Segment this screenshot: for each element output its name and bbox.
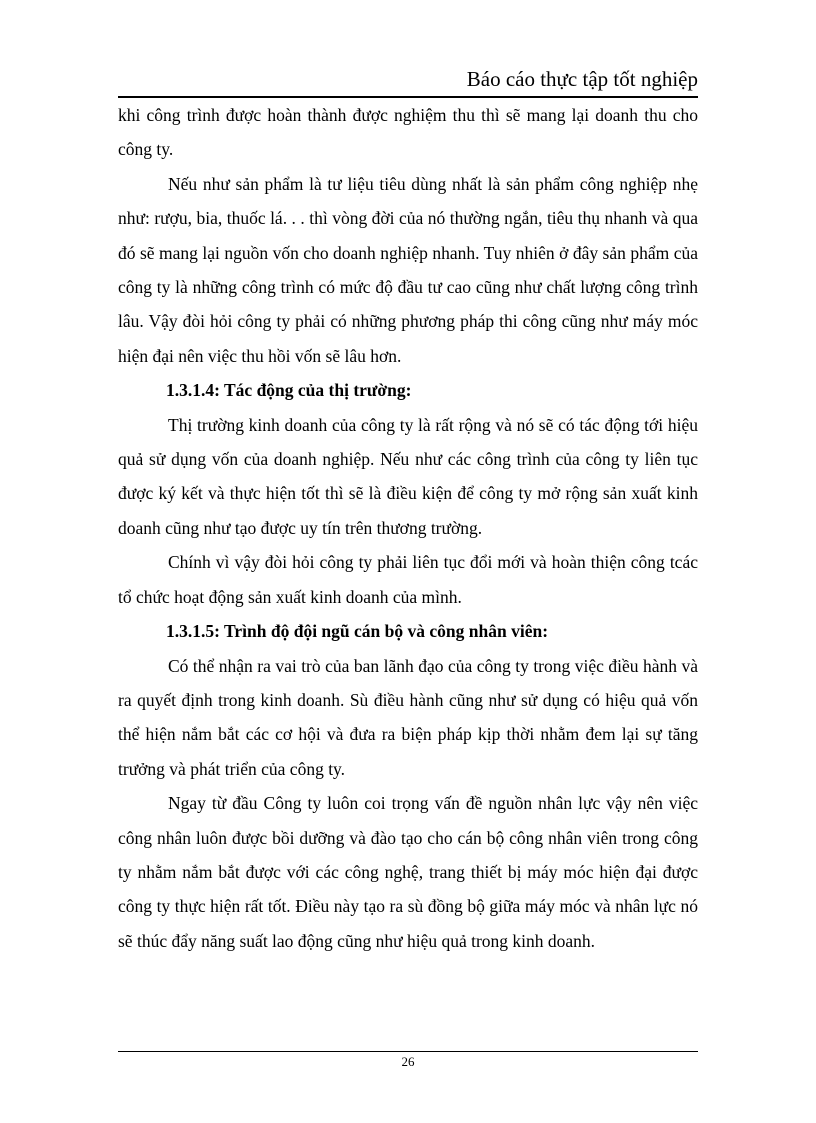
- paragraph-human-resources: Ngay từ đầu Công ty luôn coi trọng vấn đề nguồn nhân lực vậy nên việc công nhân luôn được bồi dưỡng và đào tạo cho cán bộ công nhân viên trong công ty nhằm nắm bắt được với các công nghệ, trang thiết bị máy móc hiện đại được công ty thực hiện rất tốt. Điều này tạo ra sù đồng bộ giữa máy móc và nhân lực nó sẽ thúc đẩy năng suất lao động cũng như hiệu quả trong kinh doanh.: [118, 793, 698, 951]
- page-number: 26: [401, 1054, 415, 1069]
- section-heading-market-impact: 1.3.1.4: Tác động của thị trường:: [166, 380, 412, 401]
- paragraph-leadership: Có thể nhận ra vai trò của ban lãnh đạo của công ty trong việc điều hành và ra quyết định trong kinh doanh. Sù điều hành cũng như sử dụng có hiệu quả vốn thể hiện nắm bắt các cơ hội và đưa ra biện pháp kịp thời nhằm đem lại sự tăng trưởng và phát triển của công ty.: [118, 655, 698, 779]
- paragraph-continuation: khi công trình được hoàn thành được nghiệm thu thì sẽ mang lại doanh thu cho công ty.: [118, 105, 698, 160]
- paragraph-market: Thị trường kinh doanh của công ty là rất rộng và nó sẽ có tác động tới hiệu quả sử dụng vốn của doanh nghiệp. Nếu như các công trình của công ty liên tục được ký kết và thực hiện tốt thì sẽ là điều kiện để công ty mở rộng sản xuất kinh doanh cũng như tạo được uy tín trên thương trường.: [118, 414, 698, 538]
- section-heading-staff-quality: 1.3.1.5: Trình độ đội ngũ cán bộ và công nhân viên:: [166, 621, 549, 642]
- paragraph-product-lifecycle: Nếu như sản phẩm là tư liệu tiêu dùng nhất là sản phẩm công nghiệp nhẹ như: rượu, bia, thuốc lá. . . thì vòng đời của nó thường ngắn, tiêu thụ nhanh và qua đó sẽ mang lại nguồn vốn cho doanh nghiệp nhanh. Tuy nhiên ở đây sản phẩm của công ty là những công trình có mức độ đầu tư cao cũng như chất lượng công trình lâu. Vậy đòi hỏi công ty phải có những phương pháp thi công cũng như máy móc hiện đại nên việc thu hồi vốn sẽ lâu hơn.: [118, 173, 698, 366]
- page-header-title: Báo cáo thực tập tốt nghiệp: [466, 67, 698, 91]
- document-body: [118, 98, 698, 958]
- footer-divider: [118, 1051, 698, 1052]
- paragraph-innovation: Chính vì vậy đòi hỏi công ty phải liên tục đổi mới và hoàn thiện công tcác tổ chức hoạt động sản xuất kinh doanh của mình.: [118, 552, 698, 607]
